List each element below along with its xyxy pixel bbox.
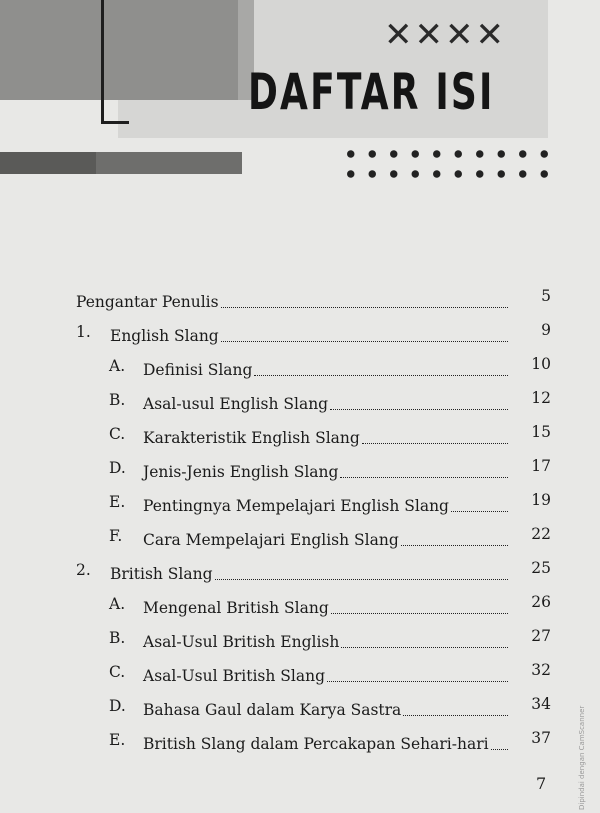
- toc-entry-label: Asal-Usul British Slang: [143, 667, 325, 685]
- toc-entry-number: A.: [109, 357, 126, 375]
- toc-entry-label: British Slang: [110, 565, 213, 583]
- page-title: DAFTAR ISI: [248, 63, 495, 121]
- header-bracket: [101, 0, 129, 124]
- dot-row-icon: [340, 168, 555, 180]
- toc-entry: [143, 694, 551, 720]
- toc-entry-label: Asal-usul English Slang: [143, 395, 329, 413]
- toc-entry: [143, 660, 551, 686]
- toc-entry-label: British Slang dalam Percakapan Sehari-hari: [143, 735, 489, 753]
- toc-entry-page: 34: [531, 695, 551, 713]
- toc-entry-label: Pentingnya Mempelajari English Slang: [143, 497, 449, 515]
- toc-entry-label: Pengantar Penulis: [76, 293, 219, 311]
- toc-entry-label: Definisi Slang: [143, 361, 253, 379]
- toc-entry-number: B.: [109, 629, 126, 647]
- toc-entry: [143, 422, 551, 448]
- toc-entry-number: 2.: [76, 561, 91, 579]
- toc-entry: [143, 456, 551, 482]
- toc-leader: [451, 510, 508, 512]
- toc-leader: [341, 646, 508, 648]
- toc-leader: [254, 374, 508, 376]
- toc-leader: [340, 476, 508, 478]
- toc-entry-number: D.: [109, 697, 126, 715]
- toc-leader: [403, 714, 508, 716]
- toc-entry-page: 12: [531, 389, 551, 407]
- toc-entry: [110, 558, 551, 584]
- toc-leader: [221, 340, 508, 342]
- toc-entry-label: Bahasa Gaul dalam Karya Sastra: [143, 701, 402, 719]
- toc-entry-number: C.: [109, 663, 126, 681]
- toc-leader: [215, 578, 508, 580]
- scanner-watermark: Dipindai dengan CamScanner: [578, 705, 586, 810]
- toc-entry-number: F.: [109, 527, 123, 545]
- toc-entry-label: Jenis-Jenis English Slang: [143, 463, 339, 481]
- toc-entry-page: 26: [531, 593, 551, 611]
- toc-entry: [76, 286, 551, 312]
- toc-entry: [143, 388, 551, 414]
- dot-row-icon: [340, 148, 555, 160]
- toc-entry-page: 25: [531, 559, 551, 577]
- toc-entry: [110, 320, 551, 346]
- toc-entry-label: Mengenal British Slang: [143, 599, 329, 617]
- toc-entry: [143, 524, 551, 550]
- toc-entry-page: 37: [531, 729, 551, 747]
- page-number: 7: [536, 774, 547, 793]
- toc-entry-number: C.: [109, 425, 126, 443]
- toc-entry-page: 9: [541, 321, 551, 339]
- cross-marks-icon: ✕✕✕✕: [384, 15, 506, 55]
- toc-leader: [401, 544, 508, 546]
- toc-leader: [491, 748, 508, 750]
- toc-entry-label: Karakteristik English Slang: [143, 429, 360, 447]
- toc-entry-page: 19: [531, 491, 551, 509]
- toc-entry-label: Asal-Usul British English: [143, 633, 340, 651]
- toc-entry-label: Cara Mempelajari English Slang: [143, 531, 399, 549]
- toc-entry-page: 15: [531, 423, 551, 441]
- toc-entry-page: 32: [531, 661, 551, 679]
- toc-entry-page: 27: [531, 627, 551, 645]
- toc-leader: [330, 408, 508, 410]
- toc-leader: [221, 306, 508, 308]
- toc-entry-page: 5: [541, 287, 551, 305]
- toc-entry-page: 17: [531, 457, 551, 475]
- toc-entry-number: A.: [109, 595, 126, 613]
- toc-entry: [143, 354, 551, 380]
- toc-entry: [143, 592, 551, 618]
- toc-leader: [331, 612, 508, 614]
- header-bar-dark: [0, 152, 96, 174]
- toc-entry-number: E.: [109, 493, 126, 511]
- toc-leader: [327, 680, 508, 682]
- toc-entry-number: E.: [109, 731, 126, 749]
- toc-entry-page: 10: [531, 355, 551, 373]
- toc-entry-label: English Slang: [110, 327, 219, 345]
- toc-entry: [143, 728, 551, 754]
- toc-entry-page: 22: [531, 525, 551, 543]
- toc-entry-number: D.: [109, 459, 126, 477]
- toc-leader: [362, 442, 508, 444]
- toc-entry: [143, 626, 551, 652]
- toc-entry-number: 1.: [76, 323, 91, 341]
- toc-entry: [143, 490, 551, 516]
- toc-entry-number: B.: [109, 391, 126, 409]
